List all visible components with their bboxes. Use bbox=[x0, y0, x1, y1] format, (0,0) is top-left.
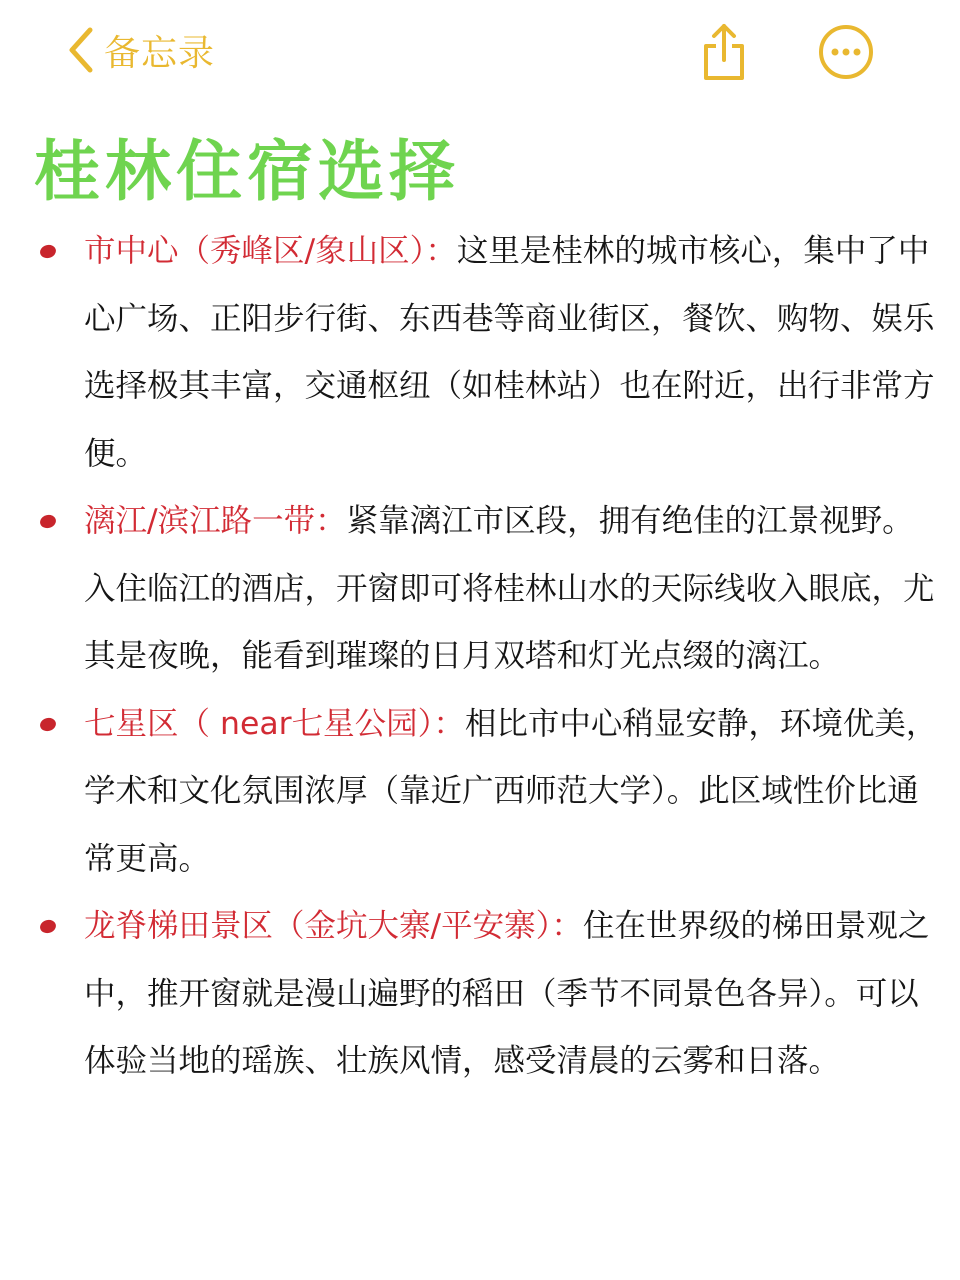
note-title: 桂林住宿选择 bbox=[34, 133, 460, 210]
note-body[interactable] bbox=[0, 218, 960, 1096]
bullet-icon bbox=[39, 716, 58, 733]
chevron-left-icon bbox=[66, 26, 94, 74]
item-heading: 七星区（ near七星公园）： bbox=[84, 705, 465, 742]
bullet-icon bbox=[39, 243, 58, 260]
item-text: 住在世界级的梯田景观之中，推开窗就是漫山遍野的稻田（季节不同景色各异）。可以体验当地的瑶族、壮族风情，感受清晨的云雾和日落。 bbox=[84, 908, 930, 1079]
item-text: 相比市中心稍显安静，环境优美，学术和文化氛围浓厚（靠近广西师范大学）。此区域性价比通常更高。 bbox=[84, 705, 938, 877]
item-heading: 漓江/滨江路一带： bbox=[84, 503, 347, 539]
more-icon bbox=[816, 22, 876, 82]
more-button[interactable] bbox=[816, 22, 876, 82]
item-text: 紧靠漓江市区段，拥有绝佳的江景视野。入住临江的酒店，开窗即可将桂林山水的天际线收入眼底，尤其是夜晚，能看到璀璨的日月双塔和灯光点缀的漓江。 bbox=[84, 503, 935, 674]
back-button[interactable] bbox=[66, 22, 215, 78]
bullet-icon bbox=[39, 513, 58, 530]
bullet-icon bbox=[39, 918, 58, 935]
share-icon bbox=[694, 22, 754, 82]
back-label: 备忘录 bbox=[104, 32, 216, 74]
list-item bbox=[0, 893, 960, 1096]
share-button[interactable] bbox=[694, 22, 754, 82]
list-item bbox=[0, 691, 960, 894]
item-heading: 市中心（秀峰区/象山区）： bbox=[84, 233, 457, 269]
list-item bbox=[0, 488, 960, 691]
navigation-bar bbox=[0, 0, 960, 100]
item-heading: 龙脊梯田景区（金坑大寨/平安寨）： bbox=[84, 908, 583, 944]
list-item bbox=[0, 218, 960, 488]
item-text: 这里是桂林的城市核心，集中了中心广场、正阳步行街、东西巷等商业街区，餐饮、购物、娱乐选择极其丰富，交通枢纽（如桂林站）也在附近，出行非常方便。 bbox=[84, 233, 935, 472]
